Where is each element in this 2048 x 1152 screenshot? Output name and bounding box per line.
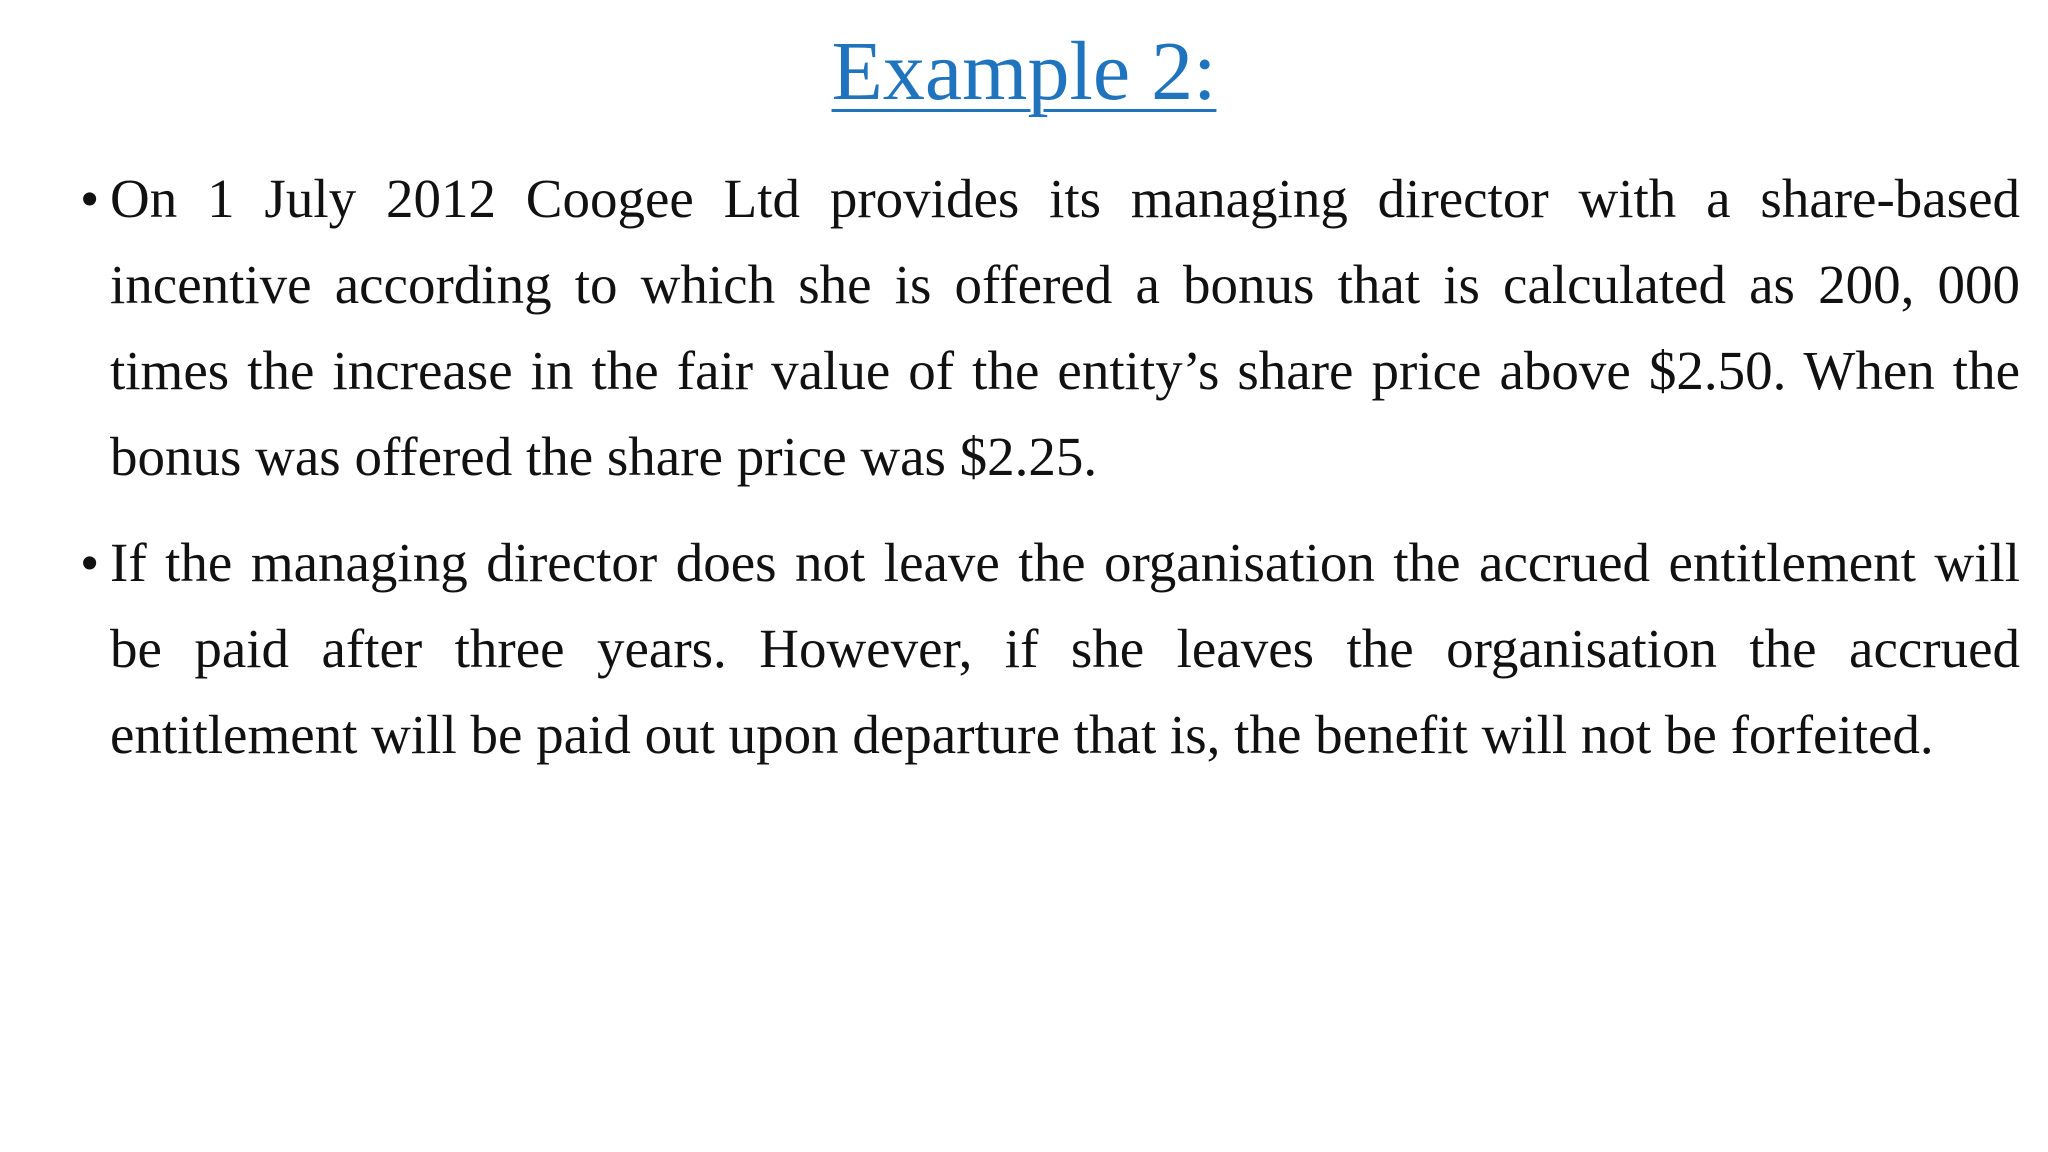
bullet-text: If the managing director does not leave the organisation the accrued entitlement will be paid after three years. However, if she leaves the organisation the accrued entitlement will be paid out upon departure that is, the benefit will not be forfeited.: [110, 532, 2020, 765]
slide-title: Example 2:: [831, 25, 1217, 118]
bullet-list: [80, 156, 2020, 798]
bullet-marker: •: [80, 532, 100, 593]
bullet-item: [80, 156, 2020, 500]
bullet-text: On 1 July 2012 Coogee Ltd provides its managing director with a share-based incentive according to which she is offered a bonus that is calculated as 200, 000 times the increase in the fair value of the entity’s share price above $2.50. When the bonus was offered the share price was $2.25.: [110, 168, 2020, 487]
bullet-marker: •: [80, 168, 100, 229]
bullet-item: [80, 520, 2020, 778]
